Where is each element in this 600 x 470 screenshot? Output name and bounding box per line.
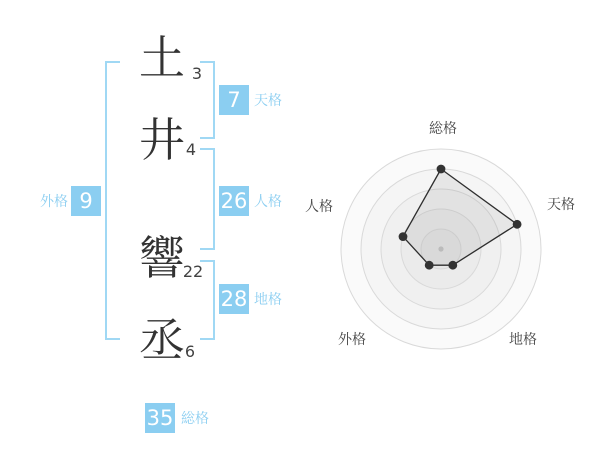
stroke-count-4: 6 xyxy=(184,342,196,361)
gaikaku-value-badge xyxy=(71,186,101,216)
jinkaku-label: 人格 xyxy=(254,194,282,210)
tenkaku-label: 天格 xyxy=(254,93,282,109)
gaikaku-bracket xyxy=(105,61,120,340)
tenkaku-value: 7 xyxy=(227,87,241,112)
name-char-3: 響 xyxy=(139,231,185,285)
chikaku-bracket xyxy=(200,260,215,340)
radar-axis-gaikaku: 外格 xyxy=(338,332,366,348)
chikaku-label: 地格 xyxy=(254,292,282,308)
tenkaku-bracket xyxy=(200,61,215,139)
soukaku-value: 35 xyxy=(146,405,174,430)
name-char-4: 丞 xyxy=(139,313,185,367)
fortune-radar-chart xyxy=(301,109,581,389)
radar-axis-jinkaku: 人格 xyxy=(305,199,333,215)
radar-axis-chikaku: 地格 xyxy=(509,332,537,348)
radar-axis-tenkaku: 天格 xyxy=(547,197,575,213)
stroke-count-2: 4 xyxy=(185,140,197,159)
chikaku-value: 28 xyxy=(220,286,248,311)
tenkaku-value-badge xyxy=(219,85,249,115)
gaikaku-value: 9 xyxy=(79,188,93,213)
name-char-2: 井 xyxy=(139,113,185,167)
jinkaku-bracket xyxy=(200,148,215,250)
soukaku-label: 総格 xyxy=(181,411,209,427)
gaikaku-label: 外格 xyxy=(40,194,68,210)
chikaku-value-badge xyxy=(219,284,249,314)
stroke-count-3: 22 xyxy=(182,262,204,281)
name-char-1: 土 xyxy=(139,31,185,85)
jinkaku-value-badge xyxy=(219,186,249,216)
jinkaku-value: 26 xyxy=(220,188,248,213)
radar-axis-soukaku: 総格 xyxy=(429,121,457,137)
soukaku-value-badge xyxy=(145,403,175,433)
stroke-count-1: 3 xyxy=(191,64,203,83)
